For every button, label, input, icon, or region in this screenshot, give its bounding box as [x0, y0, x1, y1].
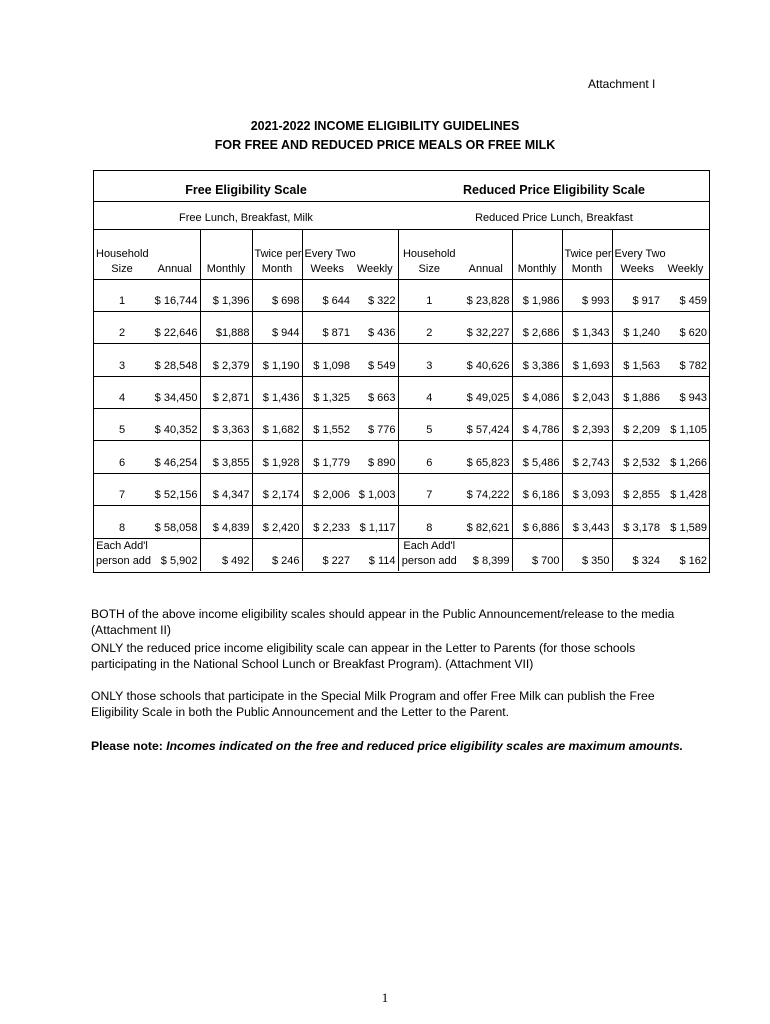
reduced-weekly-cell: $ 943	[662, 376, 709, 408]
reduced-every-two-weeks-cell: $ 1,240	[612, 311, 662, 343]
free-weekly-cell: $ 663	[352, 376, 398, 408]
free-every-two-weeks-cell: $ 2,006	[302, 473, 352, 505]
reduced-monthly-cell: $ 4,086	[512, 376, 562, 408]
col-household-free: Household Size	[96, 247, 149, 275]
free-twice-per-month-cell: $ 1,190	[252, 344, 302, 376]
reduced-twice-per-month-additional: $ 350	[562, 538, 612, 571]
reduced-annual-additional: $ 8,399	[460, 538, 512, 571]
household-size-free: 5	[94, 409, 150, 441]
column-header-row	[94, 229, 709, 279]
free-monthly-cell: $1,888	[200, 311, 252, 343]
col-weekly-reduced: Weekly	[667, 262, 704, 275]
col-every-two-reduced: Every Two Weeks	[612, 229, 662, 279]
household-size-reduced: 5	[398, 409, 460, 441]
reduced-annual-cell: $ 23,828	[460, 279, 512, 311]
reduced-weekly-cell: $ 620	[662, 311, 709, 343]
free-annual-additional: $ 5,902	[150, 538, 200, 571]
free-twice-per-month-cell: $ 1,928	[252, 441, 302, 473]
reduced-every-two-weeks-cell: $ 2,209	[612, 409, 662, 441]
paragraph-free-milk: ONLY those schools that participate in the Special Milk Program and offer Free Milk can publish the Free Eligibility Scale in both the Public Announcement and the Letter to the Parent.	[91, 689, 655, 719]
free-twice-per-month-cell: $ 944	[252, 311, 302, 343]
reduced-twice-per-month-cell: $ 1,343	[562, 311, 612, 343]
col-twice-reduced: Twice per Month	[562, 229, 612, 279]
col-monthly-free: Monthly	[200, 229, 252, 279]
free-annual-cell: $ 46,254	[150, 441, 200, 473]
free-every-two-weeks-cell: $ 2,233	[302, 506, 352, 538]
free-weekly-cell: $ 436	[352, 311, 398, 343]
table-row	[94, 409, 709, 441]
table-row-additional	[94, 538, 709, 571]
free-twice-per-month-additional: $ 246	[252, 538, 302, 571]
reduced-every-two-weeks-cell: $ 1,886	[612, 376, 662, 408]
free-every-two-weeks-cell: $ 871	[302, 311, 352, 343]
free-weekly-cell: $ 549	[352, 344, 398, 376]
free-weekly-additional: $ 114	[352, 538, 398, 571]
page-title	[0, 117, 770, 155]
reduced-twice-per-month-cell: $ 2,393	[562, 409, 612, 441]
reduced-every-two-weeks-cell: $ 2,532	[612, 441, 662, 473]
reduced-every-two-weeks-additional: $ 324	[612, 538, 662, 571]
reduced-monthly-cell: $ 6,886	[512, 506, 562, 538]
reduced-annual-cell: $ 40,626	[460, 344, 512, 376]
reduced-monthly-additional: $ 700	[512, 538, 562, 571]
reduced-twice-per-month-cell: $ 1,693	[562, 344, 612, 376]
household-size-reduced: 1	[398, 279, 460, 311]
household-size-free: 1	[94, 279, 150, 311]
free-weekly-cell: $ 776	[352, 409, 398, 441]
col-every-two-free: Every Two Weeks	[302, 229, 352, 279]
reduced-scale-subheading: Reduced Price Lunch, Breakfast	[475, 212, 633, 224]
free-monthly-cell: $ 2,871	[200, 376, 252, 408]
reduced-annual-cell: $ 82,621	[460, 506, 512, 538]
reduced-monthly-cell: $ 3,386	[512, 344, 562, 376]
free-annual-cell: $ 22,646	[150, 311, 200, 343]
table-row	[94, 506, 709, 538]
reduced-annual-cell: $ 57,424	[460, 409, 512, 441]
reduced-every-two-weeks-cell: $ 3,178	[612, 506, 662, 538]
free-twice-per-month-cell: $ 2,420	[252, 506, 302, 538]
reduced-monthly-cell: $ 5,486	[512, 441, 562, 473]
household-size-free: 7	[94, 473, 150, 505]
heading-divider	[94, 201, 709, 202]
reduced-twice-per-month-cell: $ 993	[562, 279, 612, 311]
additional-person-label-free: Each Add'l person add	[94, 538, 150, 571]
reduced-twice-per-month-cell: $ 3,093	[562, 473, 612, 505]
table-row	[94, 279, 709, 311]
reduced-weekly-cell: $ 459	[662, 279, 709, 311]
note-text: Incomes indicated on the free and reduced price eligibility scales are maximum amounts.	[166, 739, 683, 753]
paragraph-both-scales: BOTH of the above income eligibility scales should appear in the Public Announcement/release to the media (Attachment II)	[91, 607, 675, 637]
household-size-reduced: 6	[398, 441, 460, 473]
free-twice-per-month-cell: $ 1,436	[252, 376, 302, 408]
household-size-reduced: 3	[398, 344, 460, 376]
reduced-weekly-cell: $ 782	[662, 344, 709, 376]
free-twice-per-month-cell: $ 2,174	[252, 473, 302, 505]
free-every-two-weeks-cell: $ 644	[302, 279, 352, 311]
title-line-2: FOR FREE AND REDUCED PRICE MEALS OR FREE MILK	[214, 138, 556, 152]
household-size-reduced: 7	[398, 473, 460, 505]
free-monthly-cell: $ 4,839	[200, 506, 252, 538]
household-size-reduced: 8	[398, 506, 460, 538]
reduced-weekly-additional: $ 162	[662, 538, 709, 571]
free-scale-heading: Free Eligibility Scale	[185, 183, 307, 197]
reduced-twice-per-month-cell: $ 3,443	[562, 506, 612, 538]
table-row	[94, 441, 709, 473]
page-number: 1	[381, 990, 389, 1005]
free-monthly-cell: $ 1,396	[200, 279, 252, 311]
free-every-two-weeks-additional: $ 227	[302, 538, 352, 571]
col-annual-reduced: Annual	[468, 262, 503, 275]
attachment-label: Attachment I	[588, 77, 656, 91]
free-every-two-weeks-cell: $ 1,098	[302, 344, 352, 376]
free-every-two-weeks-cell: $ 1,779	[302, 441, 352, 473]
free-annual-cell: $ 40,352	[150, 409, 200, 441]
free-twice-per-month-cell: $ 1,682	[252, 409, 302, 441]
reduced-every-two-weeks-cell: $ 917	[612, 279, 662, 311]
free-weekly-cell: $ 322	[352, 279, 398, 311]
please-note	[91, 738, 731, 754]
free-scale-subheading: Free Lunch, Breakfast, Milk	[179, 212, 313, 224]
household-size-free: 8	[94, 506, 150, 538]
free-every-two-weeks-cell: $ 1,325	[302, 376, 352, 408]
table-row	[94, 376, 709, 408]
free-monthly-cell: $ 3,855	[200, 441, 252, 473]
title-line-1: 2021-2022 INCOME ELIGIBILITY GUIDELINES	[250, 119, 520, 133]
reduced-monthly-cell: $ 2,686	[512, 311, 562, 343]
reduced-monthly-cell: $ 1,986	[512, 279, 562, 311]
reduced-every-two-weeks-cell: $ 1,563	[612, 344, 662, 376]
reduced-annual-cell: $ 49,025	[460, 376, 512, 408]
reduced-annual-cell: $ 32,227	[460, 311, 512, 343]
reduced-weekly-cell: $ 1,266	[662, 441, 709, 473]
eligibility-table	[93, 170, 710, 573]
free-monthly-cell: $ 2,379	[200, 344, 252, 376]
reduced-twice-per-month-cell: $ 2,043	[562, 376, 612, 408]
col-household-reduced: Household Size	[398, 229, 460, 279]
reduced-monthly-cell: $ 4,786	[512, 409, 562, 441]
free-annual-cell: $ 34,450	[150, 376, 200, 408]
free-annual-cell: $ 16,744	[150, 279, 200, 311]
free-every-two-weeks-cell: $ 1,552	[302, 409, 352, 441]
free-monthly-cell: $ 3,363	[200, 409, 252, 441]
table-row	[94, 344, 709, 376]
table-row	[94, 311, 709, 343]
household-size-free: 6	[94, 441, 150, 473]
household-size-free: 4	[94, 376, 150, 408]
reduced-weekly-cell: $ 1,105	[662, 409, 709, 441]
reduced-scale-heading: Reduced Price Eligibility Scale	[462, 183, 645, 197]
reduced-weekly-cell: $ 1,589	[662, 506, 709, 538]
paragraph-reduced-only: ONLY the reduced price income eligibility scale can appear in the Letter to Parents (for those schools participating in the National School Lunch or Breakfast Program). (Attachment VII)	[91, 641, 636, 671]
free-monthly-additional: $ 492	[200, 538, 252, 571]
free-weekly-cell: $ 890	[352, 441, 398, 473]
free-annual-cell: $ 52,156	[150, 473, 200, 505]
reduced-annual-cell: $ 65,823	[460, 441, 512, 473]
free-weekly-cell: $ 1,003	[352, 473, 398, 505]
reduced-every-two-weeks-cell: $ 2,855	[612, 473, 662, 505]
reduced-monthly-cell: $ 6,186	[512, 473, 562, 505]
col-annual-free: Annual	[157, 262, 192, 275]
household-size-reduced: 4	[398, 376, 460, 408]
free-weekly-cell: $ 1,117	[352, 506, 398, 538]
col-twice-free: Twice per Month	[252, 229, 302, 279]
free-twice-per-month-cell: $ 698	[252, 279, 302, 311]
reduced-twice-per-month-cell: $ 2,743	[562, 441, 612, 473]
free-annual-cell: $ 58,058	[150, 506, 200, 538]
additional-person-label-reduced: Each Add'l person add	[398, 538, 460, 571]
col-weekly-free: Weekly	[356, 262, 393, 275]
note-label: Please note:	[91, 739, 163, 753]
free-annual-cell: $ 28,548	[150, 344, 200, 376]
income-table	[94, 229, 709, 571]
household-size-reduced: 2	[398, 311, 460, 343]
reduced-annual-cell: $ 74,222	[460, 473, 512, 505]
col-monthly-reduced: Monthly	[512, 229, 562, 279]
reduced-weekly-cell: $ 1,428	[662, 473, 709, 505]
free-monthly-cell: $ 4,347	[200, 473, 252, 505]
table-row	[94, 473, 709, 505]
household-size-free: 3	[94, 344, 150, 376]
household-size-free: 2	[94, 311, 150, 343]
